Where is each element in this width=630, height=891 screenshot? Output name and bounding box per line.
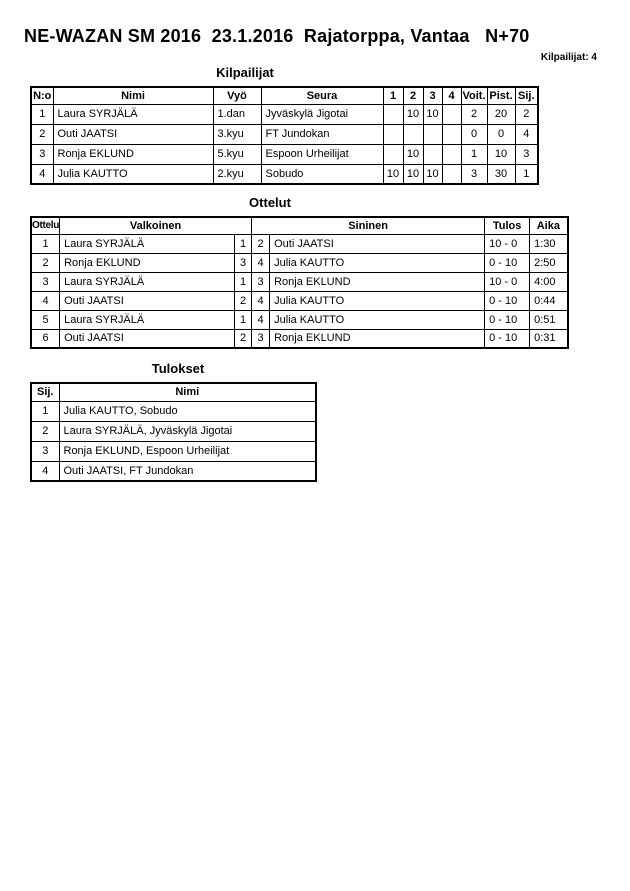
score-vs-1: 10 [383, 164, 403, 184]
blue-name: Ronja EKLUND [270, 272, 485, 291]
score-vs-1 [383, 144, 403, 164]
match-time: 0:44 [530, 291, 568, 310]
score-vs-3 [423, 144, 442, 164]
competitor-belt: 2.kyu [213, 164, 261, 184]
competitor-name: Laura SYRJÄLÄ [53, 104, 213, 124]
competitor-name: Ronja EKLUND [53, 144, 213, 164]
match-time: 1:30 [530, 234, 568, 253]
competitor-name: Julia KAUTTO [53, 164, 213, 184]
blue-name: Outi JAATSI [270, 234, 485, 253]
white-name: Laura SYRJÄLÄ [60, 234, 235, 253]
col-header-time: Aika [530, 217, 568, 234]
results-table [30, 382, 317, 482]
result-row [31, 441, 316, 461]
col-header-wins: Voit. [461, 87, 487, 104]
section-heading-competitors: Kilpailijat [216, 65, 274, 80]
white-number: 1 [235, 272, 252, 291]
score-vs-4 [442, 104, 461, 124]
result-name: Julia KAUTTO, Sobudo [59, 401, 316, 421]
competitor-belt: 5.kyu [213, 144, 261, 164]
competitor-name: Outi JAATSI [53, 124, 213, 144]
blue-number: 3 [252, 329, 270, 348]
match-time: 4:00 [530, 272, 568, 291]
white-number: 1 [235, 310, 252, 329]
competitors-header-row [31, 87, 538, 104]
match-result: 0 - 10 [485, 253, 530, 272]
col-header-1: 1 [383, 87, 403, 104]
competitor-count: Kilpailijat: 4 [540, 52, 597, 63]
score-vs-3 [423, 124, 442, 144]
score-vs-4 [442, 144, 461, 164]
score-vs-2 [403, 124, 423, 144]
blue-number: 2 [252, 234, 270, 253]
competitor-belt: 3.kyu [213, 124, 261, 144]
matches-table [30, 216, 569, 349]
competitor-wins: 3 [461, 164, 487, 184]
col-header-club: Seura [261, 87, 383, 104]
col-header-name: Nimi [59, 383, 316, 401]
blue-name: Ronja EKLUND [270, 329, 485, 348]
section-heading-results: Tulokset [151, 361, 205, 376]
results-header-row [31, 383, 316, 401]
match-result: 0 - 10 [485, 329, 530, 348]
competitor-rank: 2 [515, 104, 538, 124]
blue-name: Julia KAUTTO [270, 291, 485, 310]
blue-name: Julia KAUTTO [270, 310, 485, 329]
blue-number: 4 [252, 253, 270, 272]
score-vs-2: 10 [403, 104, 423, 124]
section-heading-matches: Ottelut [249, 195, 291, 210]
col-header-name: Nimi [53, 87, 213, 104]
competitor-wins: 1 [461, 144, 487, 164]
white-name: Outi JAATSI [60, 291, 235, 310]
result-row [31, 461, 316, 481]
col-header-2: 2 [403, 87, 423, 104]
score-vs-3: 10 [423, 104, 442, 124]
blue-number: 4 [252, 291, 270, 310]
col-header-points: Pist. [487, 87, 515, 104]
competitor-points: 10 [487, 144, 515, 164]
competitor-club: Espoon Urheilijat [261, 144, 383, 164]
competitor-no: 2 [31, 124, 53, 144]
score-vs-2: 10 [403, 144, 423, 164]
page-title: NE-WAZAN SM 2016 23.1.2016 Rajatorppa, Vantaa N+70 [24, 26, 530, 46]
match-row [31, 272, 568, 291]
match-no: 5 [31, 310, 60, 329]
result-row [31, 401, 316, 421]
match-row [31, 234, 568, 253]
col-header-placement: Sij. [31, 383, 59, 401]
competitor-wins: 0 [461, 124, 487, 144]
col-header-blue: Sininen [252, 217, 485, 234]
match-row [31, 310, 568, 329]
matches-header-row [31, 217, 568, 234]
col-header-rank: Sij. [515, 87, 538, 104]
competitor-no: 4 [31, 164, 53, 184]
result-rank: 2 [31, 421, 59, 441]
competitor-row [31, 144, 538, 164]
blue-number: 4 [252, 310, 270, 329]
col-header-result: Tulos [485, 217, 530, 234]
competitors-table [30, 86, 539, 185]
competitor-points: 0 [487, 124, 515, 144]
score-vs-2: 10 [403, 164, 423, 184]
match-no: 6 [31, 329, 60, 348]
result-rank: 3 [31, 441, 59, 461]
col-header-4: 4 [442, 87, 461, 104]
competitor-row [31, 124, 538, 144]
col-header-3: 3 [423, 87, 442, 104]
match-time: 0:51 [530, 310, 568, 329]
competitor-points: 20 [487, 104, 515, 124]
white-name: Outi JAATSI [60, 329, 235, 348]
result-name: Outi JAATSI, FT Jundokan [59, 461, 316, 481]
white-number: 2 [235, 329, 252, 348]
score-vs-4 [442, 124, 461, 144]
competitor-club: Sobudo [261, 164, 383, 184]
blue-name: Julia KAUTTO [270, 253, 485, 272]
match-row [31, 253, 568, 272]
white-number: 1 [235, 234, 252, 253]
competitor-rank: 3 [515, 144, 538, 164]
competitor-club: FT Jundokan [261, 124, 383, 144]
match-result: 0 - 10 [485, 310, 530, 329]
col-header-belt: Vyö [213, 87, 261, 104]
match-no: 2 [31, 253, 60, 272]
competitor-points: 30 [487, 164, 515, 184]
competitor-rank: 1 [515, 164, 538, 184]
match-time: 0:31 [530, 329, 568, 348]
match-result: 0 - 10 [485, 291, 530, 310]
col-header-white: Valkoinen [60, 217, 252, 234]
score-vs-4 [442, 164, 461, 184]
match-time: 2:50 [530, 253, 568, 272]
col-header-no: N:o [31, 87, 53, 104]
match-row [31, 291, 568, 310]
result-rank: 1 [31, 401, 59, 421]
col-header-match: Ottelu [31, 217, 60, 234]
competitor-belt: 1.dan [213, 104, 261, 124]
competitor-wins: 2 [461, 104, 487, 124]
match-row [31, 329, 568, 348]
competitor-rank: 4 [515, 124, 538, 144]
match-no: 4 [31, 291, 60, 310]
match-no: 1 [31, 234, 60, 253]
competitor-club: Jyväskylä Jigotai [261, 104, 383, 124]
match-result: 10 - 0 [485, 234, 530, 253]
white-number: 2 [235, 291, 252, 310]
result-rank: 4 [31, 461, 59, 481]
competitor-row [31, 164, 538, 184]
blue-number: 3 [252, 272, 270, 291]
white-name: Ronja EKLUND [60, 253, 235, 272]
score-vs-1 [383, 124, 403, 144]
result-name: Ronja EKLUND, Espoon Urheilijat [59, 441, 316, 461]
score-vs-1 [383, 104, 403, 124]
white-name: Laura SYRJÄLÄ [60, 272, 235, 291]
white-number: 3 [235, 253, 252, 272]
match-result: 10 - 0 [485, 272, 530, 291]
competitor-no: 1 [31, 104, 53, 124]
score-vs-3: 10 [423, 164, 442, 184]
white-name: Laura SYRJÄLÄ [60, 310, 235, 329]
match-no: 3 [31, 272, 60, 291]
result-name: Laura SYRJÄLÄ, Jyväskylä Jigotai [59, 421, 316, 441]
competitor-row [31, 104, 538, 124]
result-row [31, 421, 316, 441]
competitor-no: 3 [31, 144, 53, 164]
